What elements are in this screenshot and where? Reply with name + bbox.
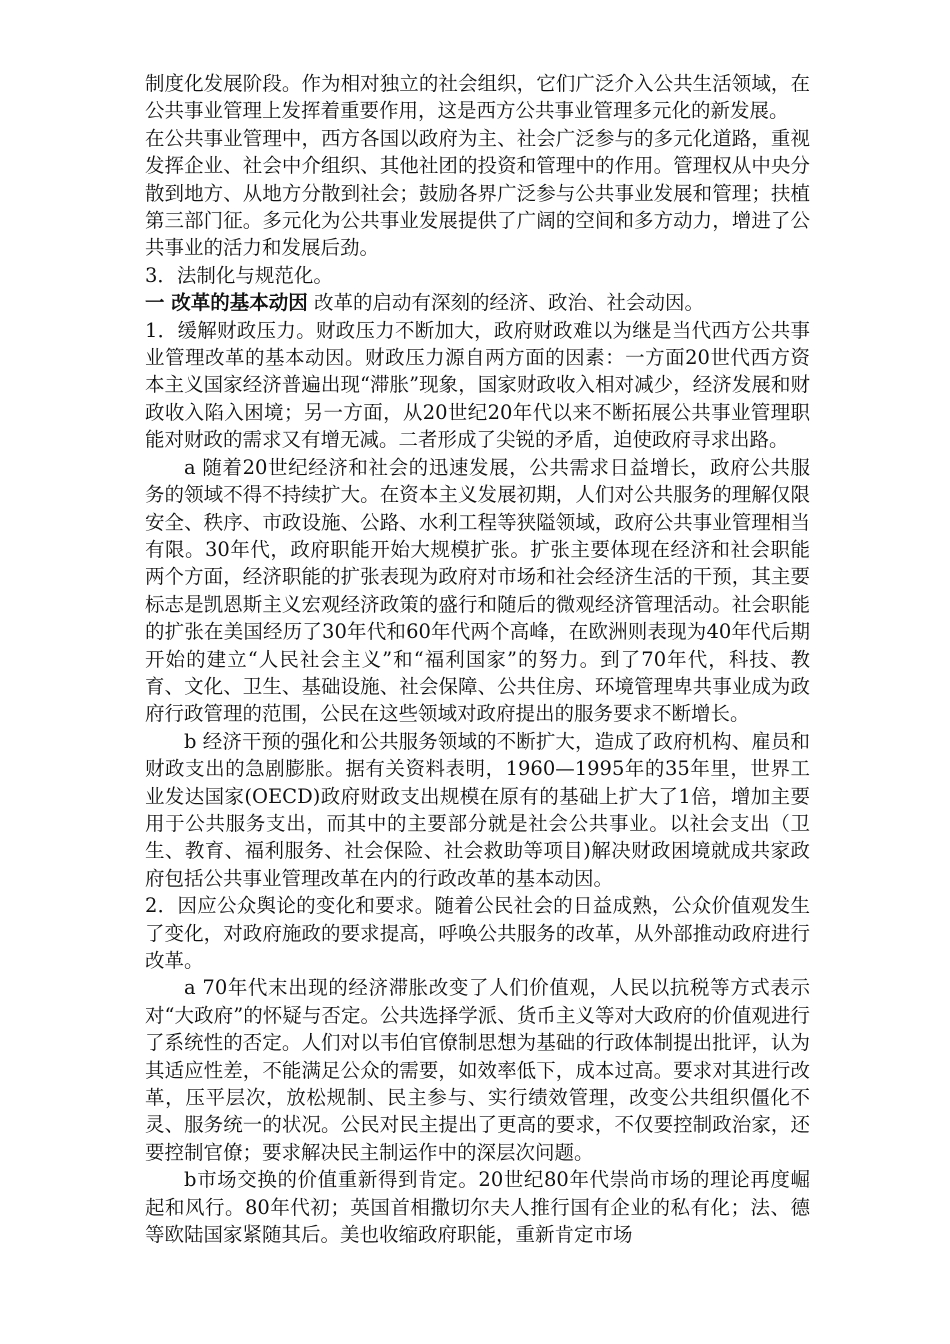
- section-heading-paragraph: [145, 289, 810, 316]
- list-item-public-opinion: 2．因应公众舆论的变化和要求。随着公民社会的日益成熟，公众价值观发生了变化，对政府施政的要求提高，呼唤公共服务的改革，从外部推动政府进行改革。: [145, 894, 810, 972]
- section-heading: 一 改革的基本动因: [145, 291, 308, 315]
- subpoint-a-public-demand: a 随着20世纪经济和社会的迅速发展，公共需求日益增长，政府公共服务的领域不得不持续扩大。在资本主义发展初期，人们对公共服务的理解仅限安全、秩序、市政设施、公路、水利工程等狭隘领域，政府公共事业管理相当有限。30年代，政府职能开始大规模扩张。扩张主要体现在经济和社会职能两个方面，经济职能的扩张表现为政府对市场和社会经济生活的干预，其主要标志是凯恩斯主义宏观经济政策的盛行和随后的微观经济管理活动。社会职能的扩张在美国经历了30年代和60年代两个高峰，在欧洲则表现为40年代后期开始的建立“人民社会主义”和“福利国家”的努力。到了70年代，科技、教育、文化、卫生、基础设施、社会保障、公共住房、环境管理卑共事业成为政府行政管理的范围，公民在这些领域对政府提出的服务要求不断增长。: [145, 455, 810, 726]
- document-page: [145, 70, 810, 1248]
- paragraph-diversification: 在公共事业管理中，西方各国以政府为主、社会广泛参与的多元化道路，重视发挥企业、社会中介组织、其他社团的投资和管理中的作用。管理权从中央分散到地方、从地方分散到社会；鼓励各界广泛参与公共事业发展和管理；扶植第三部门征。多元化为公共事业发展提供了广阔的空间和多方动力，增进了公共事业的活力和发展后劲。: [145, 126, 810, 260]
- list-item-fiscal-pressure: 1．缓解财政压力。财政压力不断加大，政府财政难以为继是当代西方公共事业管理改革的基本动因。财政压力源自两方面的因素：一方面20世代西方资本主义国家经济普遍出现“滞胀”现象，国家财政收入相对减少，经济发展和财政收入陷入困境；另一方面，从20世纪20年代以来不断拓展公共事业管理职能对财政的需求又有增无减。二者形成了尖锐的矛盾，迫使政府寻求出路。: [145, 318, 810, 452]
- list-item-legalization: 3．法制化与规范化。: [145, 263, 333, 287]
- section-intro: 改革的启动有深刻的经济、政治、社会动因。: [307, 291, 704, 315]
- subpoint-a-stagflation: a 70年代末出现的经济滞胀改变了人们价值观，人民以抗税等方式表示对“大政府”的怀疑与否定。公共选择学派、货币主义等对大政府的价值观进行了系统性的否定。人们对以韦伯官僚制思想为基础的行政体制提出批评，认为其适应性差，不能满足公众的需要，如效率低下，成本过高。要求对其进行改革，压平层次，放松规制、民主参与、实行绩效管理，改变公共组织僵化不灵、服务统一的状况。公民对民主提出了更高的要求，不仅要控制政治家，还要控制官僚；要求解决民主制运作中的深层次问题。: [145, 976, 810, 1164]
- subpoint-b-expansion: b 经济干预的强化和公共服务领域的不断扩大，造成了政府机构、雇员和财政支出的急剧膨胀。据有关资料表明，1960—1995年的35年里，世界工业发达国家(OECD)政府财政支出规模在原有的基础上扩大了1倍，增加主要用于公共服务支出，而其中的主要部分就是社会公共事业。以社会支出（卫生、教育、福利服务、社会保险、社会救助等项目)解决财政困境就成共家政府包括公共事业管理改革在内的行政改革的基本动因。: [145, 729, 810, 890]
- paragraph-continuation: 制度化发展阶段。作为相对独立的社会组织，它们广泛介入公共生活领域，在公共事业管理上发挥着重要作用，这是西方公共事业管理多元化的新发展。: [145, 72, 810, 123]
- subpoint-b-market-value: b市场交换的价值重新得到肯定。20世纪80年代崇尚市场的理论再度崛起和风行。80年代初；英国首相撒切尔夫人推行国有企业的私有化；法、德等欧陆国家紧随其后。美也收缩政府职能，重新肯定市场: [145, 1168, 810, 1247]
